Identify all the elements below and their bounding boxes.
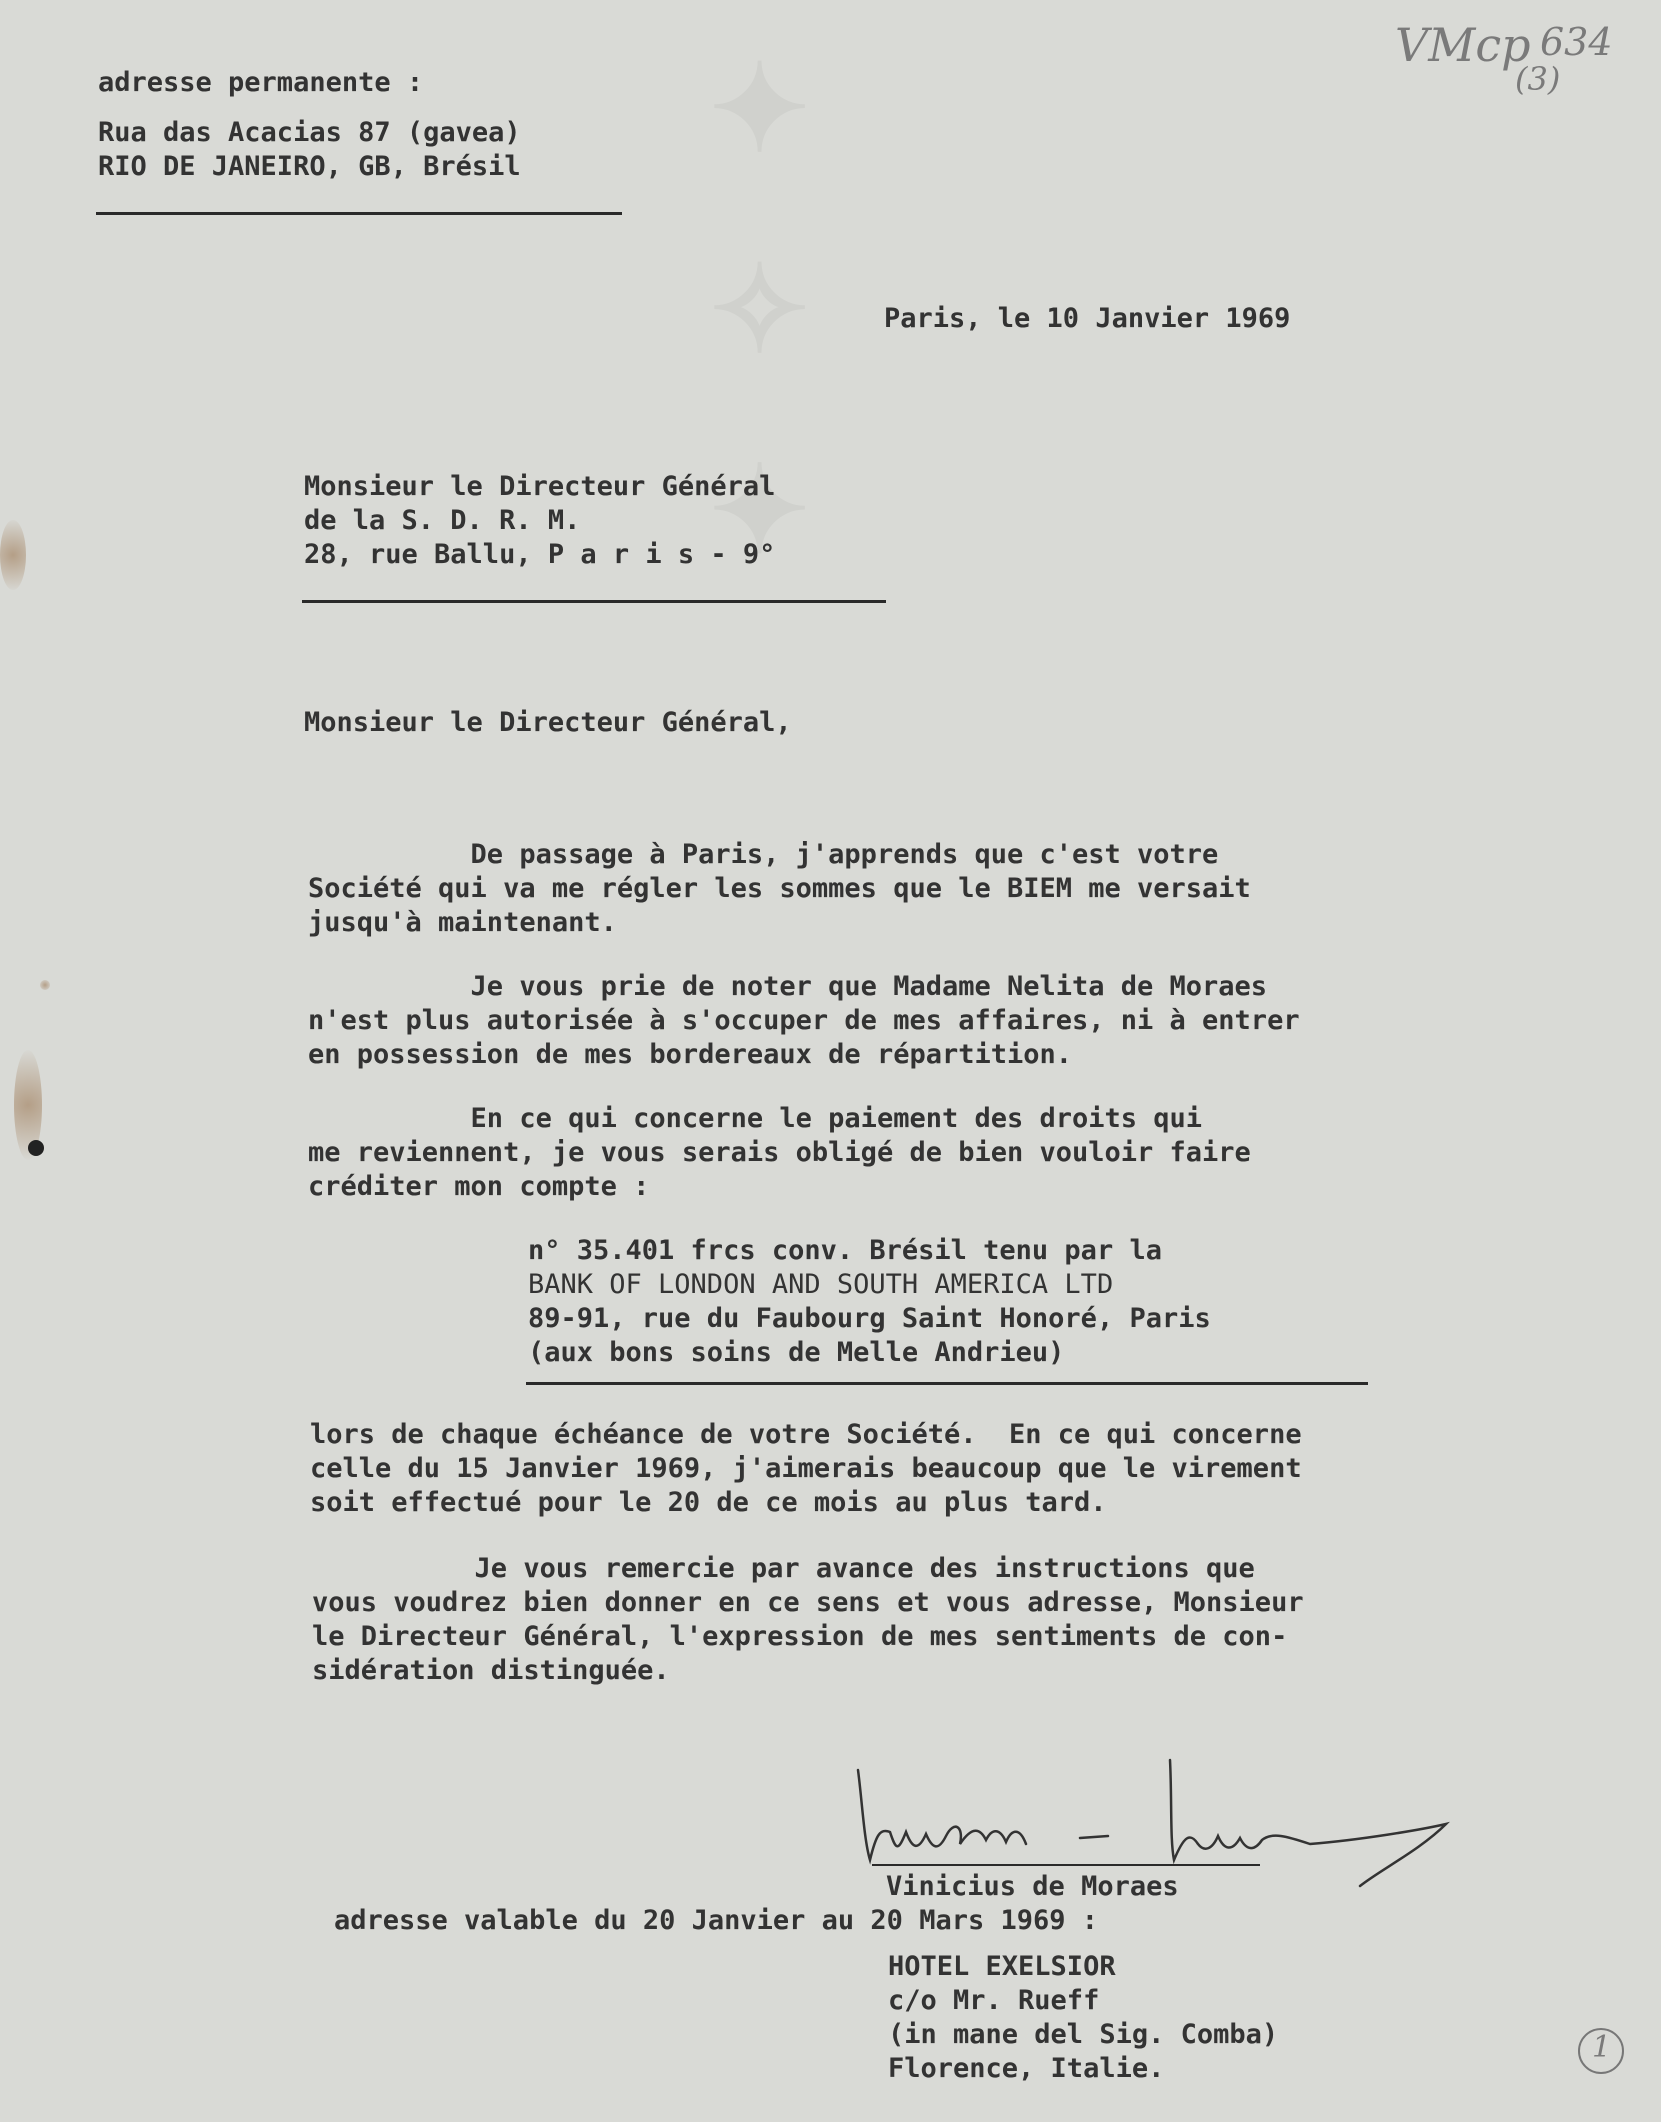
recipient-line: de la S. D. R. M. — [304, 505, 581, 536]
body-line: lors de chaque échéance de votre Société. En ce qui concerne — [310, 1419, 1302, 1450]
body-line: celle du 15 Janvier 1969, j'aimerais beaucoup que le virement — [310, 1453, 1302, 1484]
embossed-watermark: ✦ ✧ ✦ — [690, 40, 831, 591]
divider — [526, 1382, 1368, 1385]
signature-line — [872, 1864, 1260, 1866]
account-line: 89-91, rue du Faubourg Saint Honoré, Paris — [528, 1303, 1211, 1334]
signatory-name: Vinicius de Moraes — [886, 1871, 1179, 1902]
body-line: De passage à Paris, j'apprends que c'est votre — [308, 839, 1219, 870]
archive-code: VMcp — [1395, 18, 1531, 72]
recipient-line: 28, rue Ballu, P a r i s - 9° — [304, 539, 776, 570]
body-line: Je vous remercie par avance des instructions que — [312, 1553, 1255, 1584]
body-line: en possession de mes bordereaux de répartition. — [308, 1039, 1073, 1070]
rust-stain — [0, 520, 26, 590]
temp-address-label: adresse valable du 20 Janvier au 20 Mars 1969 : — [334, 1905, 1099, 1936]
body-line: En ce qui concerne le paiement des droits qui — [308, 1103, 1203, 1134]
body-line: jusqu'à maintenant. — [308, 907, 617, 938]
body-line: créditer mon compte : — [308, 1171, 650, 1202]
body-line: me reviennent, je vous serais obligé de bien vouloir faire — [308, 1137, 1251, 1168]
page-number: 1 — [1592, 2030, 1612, 2065]
archive-number: 634 — [1540, 20, 1613, 64]
body-line: sidération distinguée. — [312, 1655, 670, 1686]
temp-address-line: (in mane del Sig. Comba) — [888, 2019, 1279, 2050]
body-line: le Directeur Général, l'expression de mes sentiments de con- — [312, 1621, 1288, 1652]
body-line: soit effectué pour le 20 de ce mois au plus tard. — [310, 1487, 1107, 1518]
account-line: BANK OF LONDON AND SOUTH AMERICA LTD — [528, 1269, 1114, 1300]
permanent-address-line: RIO DE JANEIRO, GB, Brésil — [98, 151, 521, 182]
body-line: n'est plus autorisée à s'occuper de mes affaires, ni à entrer — [308, 1005, 1300, 1036]
salutation: Monsieur le Directeur Général, — [304, 707, 792, 738]
rust-stain — [40, 980, 50, 990]
divider — [96, 212, 622, 215]
permanent-address-label: adresse permanente : — [98, 67, 424, 98]
permanent-address-line: Rua das Acacias 87 (gavea) — [98, 117, 521, 148]
temp-address-line: HOTEL EXELSIOR — [888, 1951, 1116, 1982]
letter-date: Paris, le 10 Janvier 1969 — [884, 303, 1291, 334]
body-line: Société qui va me régler les sommes que le BIEM me versait — [308, 873, 1251, 904]
temp-address-line: Florence, Italie. — [888, 2053, 1165, 2084]
punch-mark — [28, 1140, 44, 1156]
archive-subnumber: (3) — [1515, 60, 1561, 98]
temp-address-line: c/o Mr. Rueff — [888, 1985, 1100, 2016]
body-line: vous voudrez bien donner en ce sens et vous adresse, Monsieur — [312, 1587, 1304, 1618]
divider — [302, 600, 886, 603]
body-line: Je vous prie de noter que Madame Nelita de Moraes — [308, 971, 1268, 1002]
recipient-line: Monsieur le Directeur Général — [304, 471, 776, 502]
account-line: n° 35.401 frcs conv. Brésil tenu par la — [528, 1235, 1162, 1266]
account-line: (aux bons soins de Melle Andrieu) — [528, 1337, 1065, 1368]
